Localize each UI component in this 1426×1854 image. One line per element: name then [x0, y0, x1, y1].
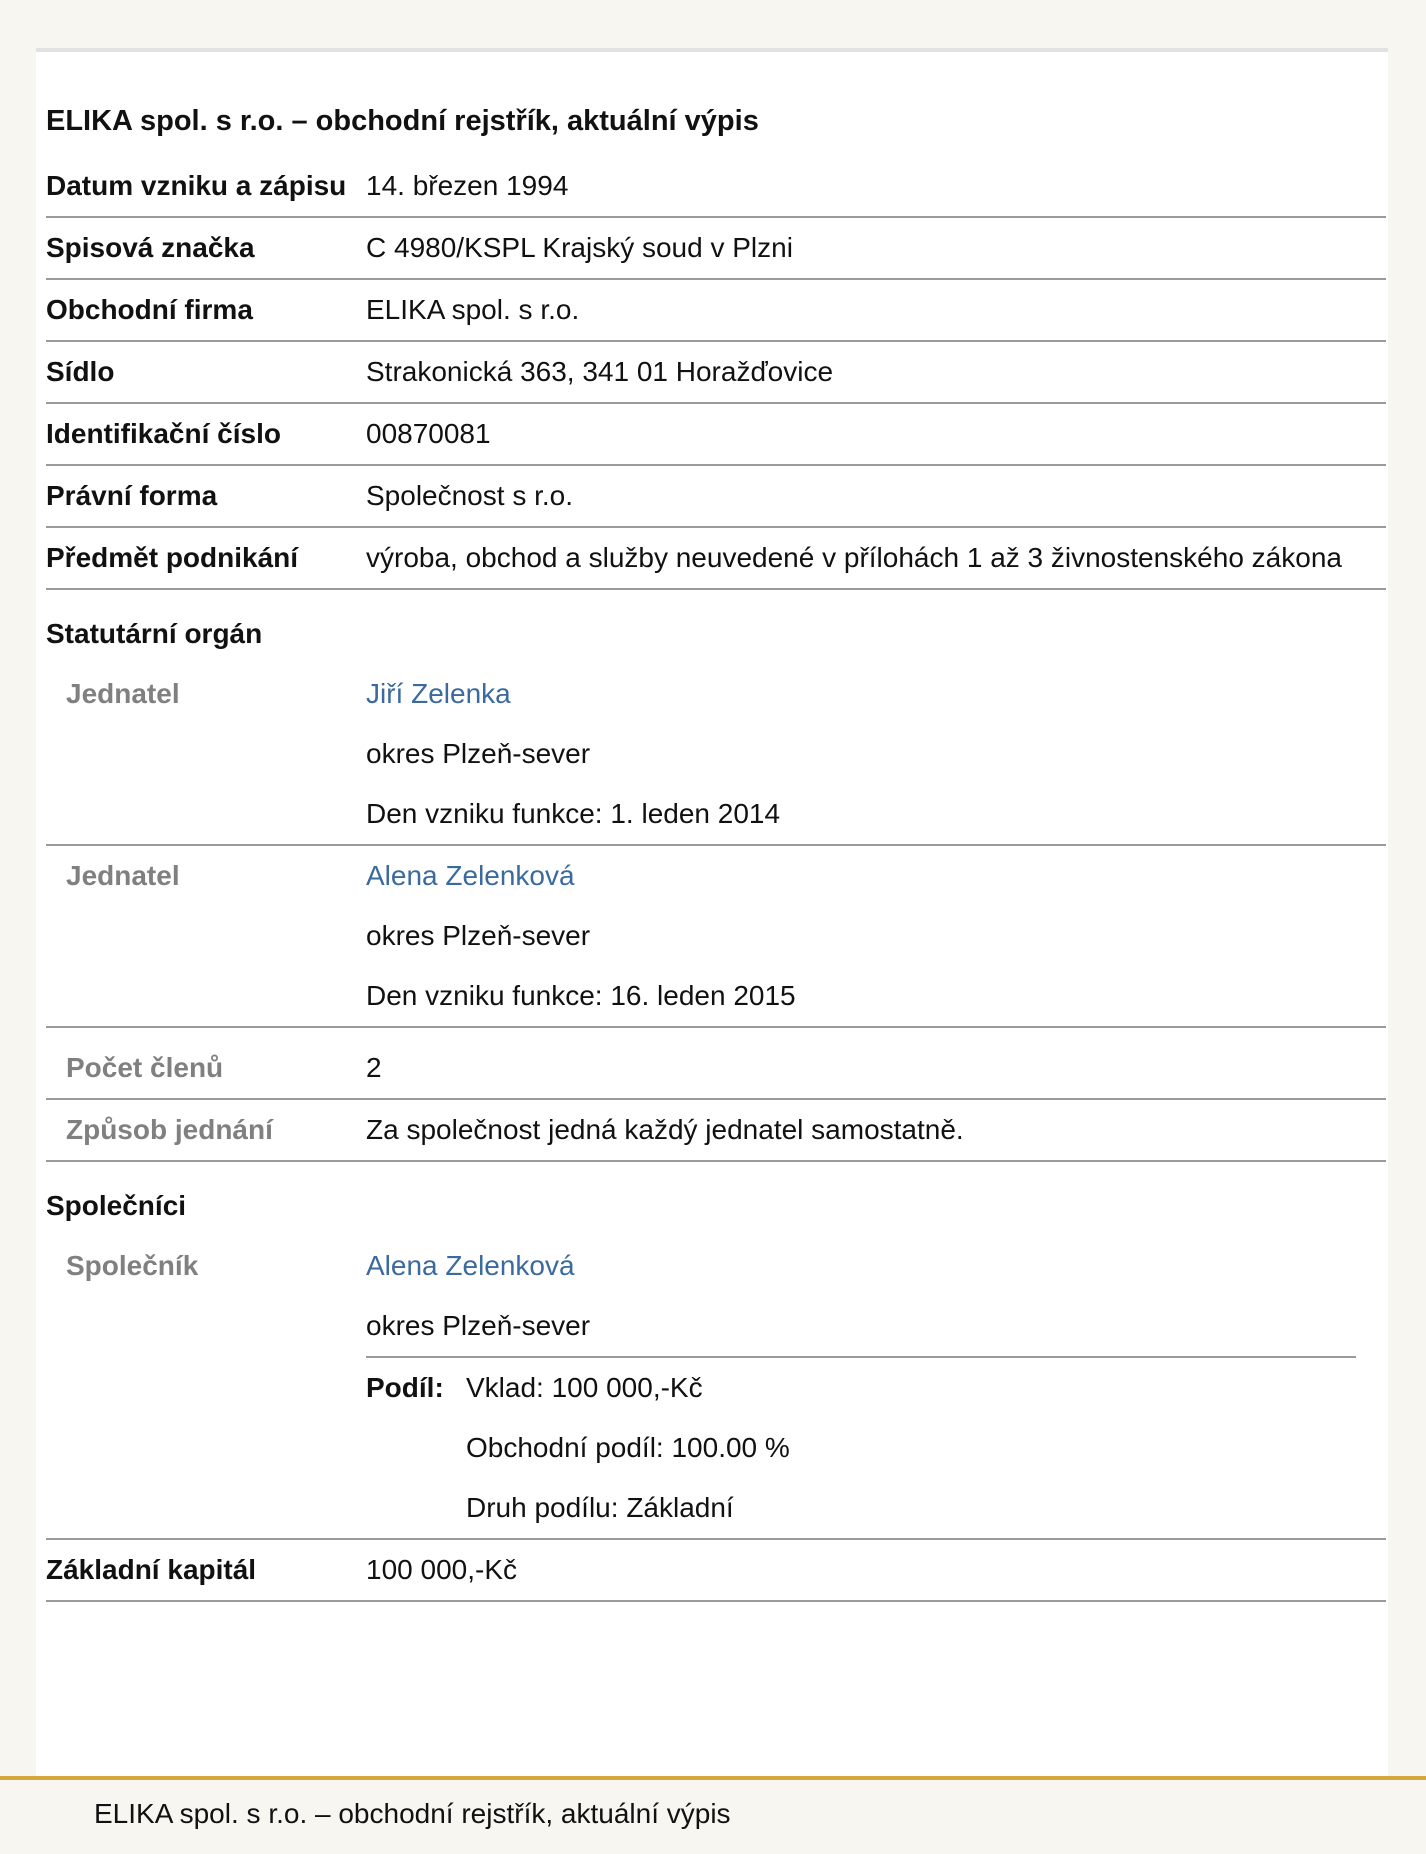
value-ico: 00870081 — [366, 403, 1386, 465]
share-druh: Druh podílu: Základní — [466, 1492, 734, 1523]
person-link-jiri-zelenka[interactable]: Jiří Zelenka — [366, 678, 511, 709]
value-spis: C 4980/KSPL Krajský soud v Plzni — [366, 217, 1386, 279]
row-ico — [46, 403, 1386, 465]
row-statutarni-heading — [46, 589, 1386, 664]
person-district: okres Plzeň-sever — [366, 738, 591, 769]
row-jednatel-1 — [46, 664, 1386, 845]
label-kapital: Základní kapitál — [46, 1539, 366, 1601]
row-zpusob — [46, 1099, 1386, 1161]
record-content — [46, 100, 1386, 1602]
value-pocet: 2 — [366, 1038, 1386, 1099]
row-spolecnik — [46, 1236, 1386, 1539]
person-since: Den vzniku funkce: 1. leden 2014 — [366, 798, 781, 829]
share-label: Podíl: — [366, 1372, 444, 1403]
person-district: okres Plzeň-sever — [366, 920, 591, 951]
row-forma — [46, 465, 1386, 527]
value-zpusob: Za společnost jedná každý jednatel samostatně. — [366, 1099, 1386, 1161]
share-podil: Obchodní podíl: 100.00 % — [466, 1432, 790, 1463]
row-sidlo — [46, 341, 1386, 403]
row-jednatel-2 — [46, 845, 1386, 1027]
label-predmet: Předmět podnikání — [46, 527, 366, 589]
label-ico: Identifikační číslo — [46, 403, 366, 465]
row-spolecnici-heading — [46, 1161, 1386, 1236]
share-values — [466, 1358, 790, 1538]
value-predmet: výroba, obchod a služby neuvedené v přílohách 1 až 3 živnostenského zákona — [366, 527, 1386, 589]
person-since: Den vzniku funkce: 16. leden 2015 — [366, 980, 796, 1011]
value-datum: 14. březen 1994 — [366, 156, 1386, 217]
record-table — [46, 156, 1386, 1602]
section-heading-statutarni: Statutární orgán — [46, 618, 263, 649]
label-jednatel-2: Jednatel — [46, 845, 366, 1027]
row-datum — [46, 156, 1386, 217]
row-predmet — [46, 527, 1386, 589]
share-vklad: Vklad: 100 000,-Kč — [466, 1372, 703, 1403]
label-sidlo: Sídlo — [46, 341, 366, 403]
record-panel — [36, 48, 1388, 1780]
row-kapital — [46, 1539, 1386, 1601]
value-sidlo: Strakonická 363, 341 01 Horažďovice — [366, 341, 1386, 403]
section-heading-spolecnici: Společníci — [46, 1190, 187, 1221]
person-link-alena-zelenkova[interactable]: Alena Zelenková — [366, 860, 575, 891]
row-pocet — [46, 1038, 1386, 1099]
label-zpusob: Způsob jednání — [46, 1099, 366, 1161]
value-kapital: 100 000,-Kč — [366, 1539, 1386, 1601]
value-firma: ELIKA spol. s r.o. — [366, 279, 1386, 341]
label-datum: Datum vzniku a zápisu — [46, 156, 366, 217]
share-block — [366, 1356, 1356, 1538]
label-jednatel-1: Jednatel — [46, 664, 366, 845]
footer — [0, 1776, 1426, 1854]
label-pocet: Počet členů — [46, 1038, 366, 1099]
value-forma: Společnost s r.o. — [366, 465, 1386, 527]
row-spis — [46, 217, 1386, 279]
row-spacer — [46, 1027, 1386, 1038]
person-link-alena-zelenkova-spolecnik[interactable]: Alena Zelenková — [366, 1250, 575, 1281]
page-title: ELIKA spol. s r.o. – obchodní rejstřík, aktuální výpis — [46, 105, 759, 137]
label-firma: Obchodní firma — [46, 279, 366, 341]
label-forma: Právní forma — [46, 465, 366, 527]
person-district: okres Plzeň-sever — [366, 1310, 591, 1341]
footer-text: ELIKA spol. s r.o. – obchodní rejstřík, aktuální výpis — [94, 1798, 731, 1829]
label-spis: Spisová značka — [46, 217, 366, 279]
label-spolecnik: Společník — [46, 1236, 366, 1539]
row-firma — [46, 279, 1386, 341]
